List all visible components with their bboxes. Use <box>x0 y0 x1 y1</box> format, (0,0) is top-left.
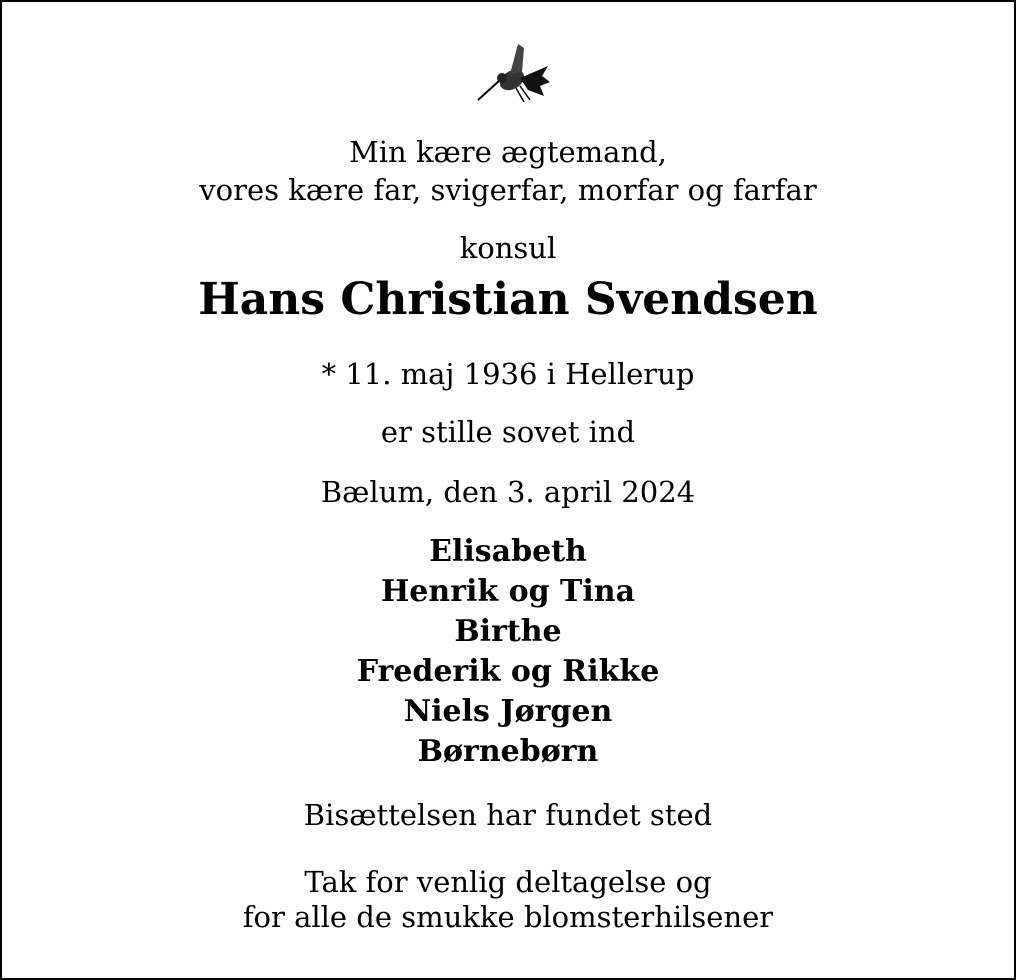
mourner: Niels Jørgen <box>403 694 613 729</box>
passing-text: er stille sovet ind <box>380 415 636 449</box>
mourner: Henrik og Tina <box>380 574 636 609</box>
thanks-line-2: for alle de smukke blomsterhilsener <box>242 900 774 934</box>
place-date: Bælum, den 3. april 2024 <box>320 475 696 509</box>
honorific: konsul <box>459 231 557 265</box>
mourner: Elisabeth <box>429 534 587 569</box>
funeral-note: Bisættelsen har fundet sted <box>303 798 713 832</box>
mourner: Frederik og Rikke <box>356 654 660 689</box>
mourner: Børnebørn <box>417 734 599 769</box>
thanks-line-1: Tak for venlig deltagelse og <box>304 865 712 899</box>
birth-info: * 11. maj 1936 i Hellerup <box>321 357 695 391</box>
deceased-name: Hans Christian Svendsen <box>198 274 818 325</box>
woodcock-bird-icon <box>472 38 552 106</box>
intro-line-1: Min kære ægtemand, <box>349 135 667 169</box>
mourner: Birthe <box>454 614 562 649</box>
intro-line-2: vores kære far, svigerfar, morfar og farfar <box>199 173 817 207</box>
